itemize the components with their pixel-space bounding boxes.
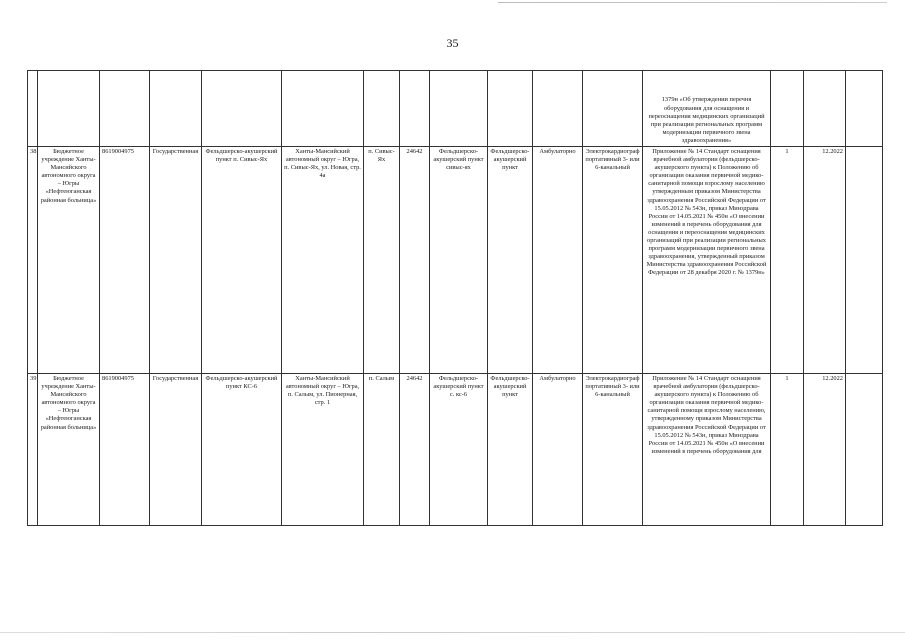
row-number: 39 [28, 374, 38, 526]
scan-edge-bottom [0, 632, 905, 633]
basis-continuation-cell: 1379н «Об утверждении перечня оборудования для оснащения и переоснащения медицинских организаций при реализации региональных программ модернизации первичного звена здравоохранения» [643, 71, 771, 147]
address-cell: Ханты-Мансийский автономный округ – Югра, п. Салым, ул. Пионерная, стр. 1 [282, 374, 364, 526]
ownership-cell: Государственная [150, 147, 202, 374]
inn-cell: 8619004975 [100, 374, 150, 526]
quantity-cell: 1 [771, 374, 804, 526]
inn-cell: 8619004975 [100, 147, 150, 374]
care-type-cell: Амбулаторно [533, 147, 583, 374]
ownership-cell: Государственная [150, 374, 202, 526]
scan-edge-top [0, 2, 905, 3]
basis-cell: Приложение № 14 Стандарт оснащения врачебной амбулатории (фельдшерско-акушерского пункта) к Положению об организации оказания первичной медико-санитарной помощи взрослому населению утвержденным приказом Министерства здравоохранения Российской Федерации от 15.05.2012 № 543н, приказ Минздрава России от 14.05.2021 № 450н «О внесении изменений в перечень оборудования для оснащения и переоснащения медицинских организаций при реализации региональных программ модернизации первичного звена здравоохранения, утвержденный приказом Министерства здравоохранения Российской Федерации от 28 декабря 2020 г. № 1379н» [643, 147, 771, 374]
equipment-cell: Электрокардиограф портативный 3- или 6-канальный [583, 147, 643, 374]
unit-cell: Фельдшерско-акушерский пункт КС-6 [202, 374, 282, 526]
empty-cell [846, 374, 883, 526]
organization-cell: Бюджетное учреждение Ханты-Мансийского автономного округа – Югры «Нефтеюганская районная больница» [38, 374, 100, 526]
organization-cell: Бюджетное учреждение Ханты-Мансийского автономного округа – Югры «Нефтеюганская районная больница» [38, 147, 100, 374]
date-cell: 12.2022 [804, 374, 846, 526]
address-cell: Ханты-Мансийский автономный округ – Югра, п. Сивыс-Ях, ул. Новая, стр. 4а [282, 147, 364, 374]
quantity-cell: 1 [771, 147, 804, 374]
code-cell: 24642 [400, 374, 430, 526]
facility-cell: Фельдшерско-акушерский пункт сивыс-ях [430, 147, 488, 374]
unit-cell: Фельдшерско-акушерский пункт п. Сивыс-Ях [202, 147, 282, 374]
basis-cell: Приложение № 14 Стандарт оснащения врачебной амбулатории (фельдшерско-акушерского пункта) к Положению об организации оказания первичной медико-санитарной помощи взрослому населению, утвержденному приказом Министерства здравоохранения Российской Федерации от 15.05.2012 № 543н, приказ Минздрава России от 14.05.2021 № 450н «О внесении изменений в перечень оборудования для [643, 374, 771, 526]
facility-type-cell: Фельдшерско-акушерский пункт [488, 147, 533, 374]
settlement-cell: п. Салым [364, 374, 400, 526]
facility-type-cell: Фельдшерско-акушерский пункт [488, 374, 533, 526]
code-cell: 24642 [400, 147, 430, 374]
empty-cell [846, 147, 883, 374]
settlement-cell: п. Сивыс-Ях [364, 147, 400, 374]
table-row [28, 147, 883, 374]
care-type-cell: Амбулаторно [533, 374, 583, 526]
facility-cell: Фельдшерско-акушерский пункт с. кс-6 [430, 374, 488, 526]
equipment-cell: Электрокардиограф портативный 3- или 6-канальный [583, 374, 643, 526]
equipment-table [27, 70, 883, 526]
table-row-continuation [28, 71, 883, 147]
table-row [28, 374, 883, 526]
page-number: 35 [446, 36, 459, 50]
row-number: 38 [28, 147, 38, 374]
date-cell: 12.2022 [804, 147, 846, 374]
